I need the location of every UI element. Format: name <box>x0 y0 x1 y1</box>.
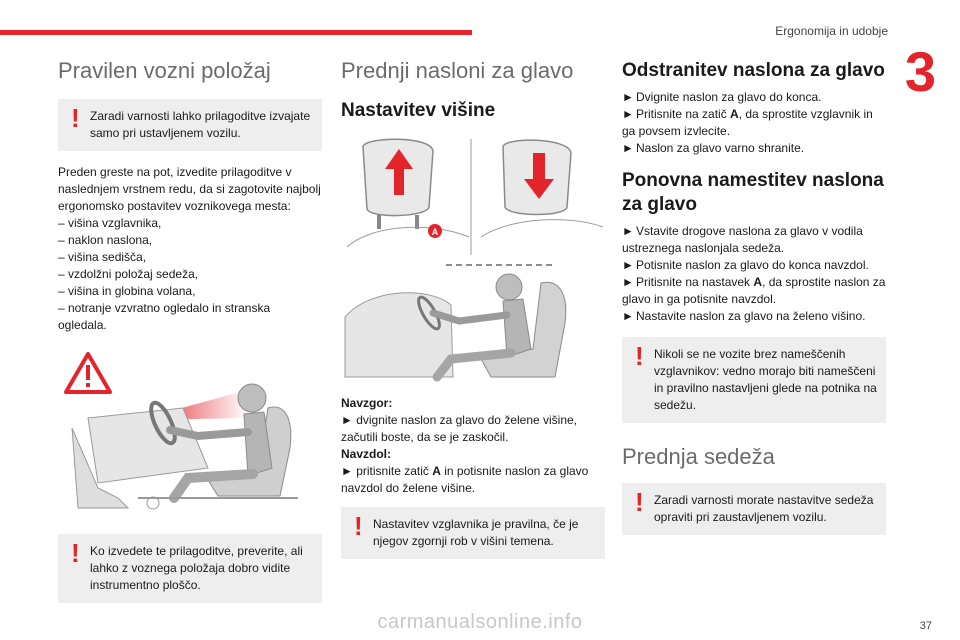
list-item <box>622 140 886 157</box>
warning-icon: ! <box>635 341 644 371</box>
bullet-arrow-icon: ► <box>622 224 634 238</box>
step-text: Dvignite naslon za glavo do konca. <box>636 90 822 104</box>
adjustment-list <box>58 215 322 334</box>
section-heading-driving-position: Pravilen vozni položaj <box>58 58 271 83</box>
intro-paragraph: Preden greste na pot, izvedite prilagoditve v naslednjem vrstnem redu, da si zagotovite najbolj ergonomsko postavitev voznikovega mesta: <box>58 165 321 213</box>
watermark: carmanualsonline.info <box>377 611 583 633</box>
headrest-down-diagram <box>481 140 603 237</box>
list-item <box>622 257 886 274</box>
list-item: – višina sedišča, <box>58 250 147 264</box>
step-text: Pritisnite na zatič <box>636 107 731 121</box>
column-driving-position <box>58 55 322 603</box>
header-accent-bar <box>0 30 472 35</box>
instruction-down <box>341 463 605 497</box>
bullet-arrow-icon: ► <box>622 309 634 323</box>
instruction-text: ► pritisnite zatič <box>341 464 433 478</box>
warning-box <box>58 534 322 603</box>
step-text: Pritisnite na nastavek <box>636 275 754 289</box>
step-bold: A <box>730 107 739 121</box>
instructions-up-down <box>341 395 605 497</box>
step-text: , da sprostite vzglavnik in ga povsem izvlecite. <box>622 107 873 138</box>
warning-icon: ! <box>354 511 363 541</box>
list-item: – notranje vzvratno ogledalo in stranska ogledala. <box>58 301 271 332</box>
bullet-arrow-icon: ► <box>622 90 634 104</box>
step-text: Nastavite naslon za glavo na želeno višino. <box>636 309 866 323</box>
instruction-text: in potisnite naslon za glavo navzdol do želene višine. <box>341 464 589 495</box>
warning-box <box>622 483 886 535</box>
button-a-label: A <box>431 227 439 237</box>
warning-icon: ! <box>635 487 644 517</box>
warning-triangle-icon <box>66 354 110 392</box>
warning-text: Nikoli se ne vozite brez nameščenih vzglavnikov: vedno morajo biti nameščeni in pravilno nastavljeni glede na potnika na sedežu. <box>654 347 877 412</box>
warning-text: Ko izvedete te prilagoditve, preverite, ali lahko z voznega položaja dobro vidite instrumentno ploščo. <box>90 544 303 592</box>
subheading-refit: Ponovna namestitev naslona za glavo <box>622 170 884 215</box>
warning-box <box>622 337 886 423</box>
list-item <box>622 89 886 106</box>
list-item: – višina vzglavnika, <box>58 216 162 230</box>
warning-text: Nastavitev vzglavnika je pravilna, če je njegov zgornji rob v višini temena. <box>373 517 579 548</box>
running-header: Ergonomija in udobje <box>775 24 888 38</box>
step-text: Naslon za glavo varno shranite. <box>636 141 805 155</box>
section-heading-front-seats: Prednja sedeža <box>622 444 775 469</box>
seated-driver-diagram <box>345 274 566 377</box>
label-up: Navzgor: <box>341 396 393 410</box>
warning-box <box>58 99 322 151</box>
bullet-arrow-icon: ► <box>622 258 634 272</box>
instruction-bold: A <box>432 464 441 478</box>
warning-text: Zaradi varnosti lahko prilagoditve izvajate samo pri ustavljenem vozilu. <box>90 109 311 140</box>
subheading-removal: Odstranitev naslona za glavo <box>622 60 885 81</box>
instruction-up: ► dvignite naslon za glavo do želene višine, začutili boste, da se je zaskočil. <box>341 413 578 444</box>
headrest-up-diagram <box>347 139 469 247</box>
list-item: – višina in globina volana, <box>58 284 196 298</box>
driving-position-illustration <box>58 348 322 513</box>
warning-box <box>341 507 605 559</box>
list-item <box>622 223 886 257</box>
chapter-number: 3 <box>904 40 936 103</box>
column-removal-refit <box>622 55 886 535</box>
warning-text: Zaradi varnosti morate nastavitve sedeža opraviti pri zaustavljenem vozilu. <box>654 493 874 524</box>
label-down: Navzdol: <box>341 447 392 461</box>
page-number: 37 <box>919 620 932 632</box>
warning-icon: ! <box>71 103 80 133</box>
list-item: – vzdolžni položaj sedeža, <box>58 267 199 281</box>
subheading-height-adjustment: Nastavitev višine <box>341 100 496 121</box>
bullet-arrow-icon: ► <box>622 107 634 121</box>
bullet-arrow-icon: ► <box>622 141 634 155</box>
column-front-headrests <box>341 55 605 559</box>
removal-steps <box>622 89 886 157</box>
list-item <box>622 308 886 325</box>
warning-icon: ! <box>71 538 80 568</box>
headrest-adjustment-illustration <box>341 137 605 382</box>
section-heading-front-headrests: Prednji nasloni za glavo <box>341 58 574 83</box>
step-text: , da sprostite naslon za glavo in ga potisnite navzdol. <box>622 275 886 306</box>
list-item <box>622 106 886 140</box>
bullet-arrow-icon: ► <box>622 275 634 289</box>
step-text: Potisnite naslon za glavo do konca navzdol. <box>636 258 869 272</box>
refit-steps <box>622 223 886 325</box>
list-item <box>622 274 886 308</box>
step-bold: A <box>753 275 763 289</box>
list-item: – naklon naslona, <box>58 233 153 247</box>
step-text: Vstavite drogove naslona za glavo v vodila ustreznega naslonjala sedeža. <box>622 224 863 255</box>
